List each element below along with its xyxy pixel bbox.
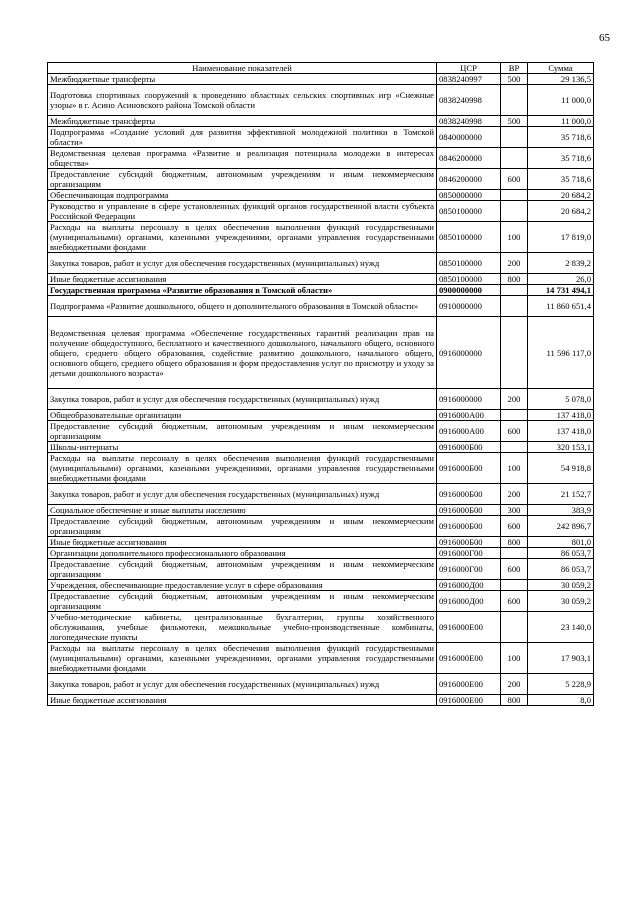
row-name: Организации дополнительного профессионального образования bbox=[48, 548, 437, 559]
row-csr: 0838240998 bbox=[437, 85, 501, 116]
row-name: Предоставление субсидий бюджетным, автономным учреждениям и иным некоммерческим организациям bbox=[48, 516, 437, 537]
row-sum: 137 418,0 bbox=[528, 410, 594, 421]
row-sum: 14 731 494,1 bbox=[528, 285, 594, 296]
table-row bbox=[48, 190, 594, 201]
row-vr: 800 bbox=[501, 537, 528, 548]
row-csr: 0850100000 bbox=[437, 222, 501, 253]
row-csr: 0916000Б00 bbox=[437, 484, 501, 505]
row-sum: 11 596 117,0 bbox=[528, 317, 594, 389]
table-row bbox=[48, 317, 594, 389]
table-row bbox=[48, 389, 594, 410]
row-sum: 11 860 651,4 bbox=[528, 296, 594, 317]
row-vr: 100 bbox=[501, 643, 528, 674]
row-csr: 0900000000 bbox=[437, 285, 501, 296]
table-row bbox=[48, 537, 594, 548]
row-csr: 0916000Е00 bbox=[437, 695, 501, 706]
table-row bbox=[48, 148, 594, 169]
row-vr: 500 bbox=[501, 74, 528, 85]
table-row bbox=[48, 201, 594, 222]
row-csr: 0846200000 bbox=[437, 169, 501, 190]
row-sum: 5 078,0 bbox=[528, 389, 594, 410]
row-csr: 0850100000 bbox=[437, 253, 501, 274]
row-sum: 23 140,0 bbox=[528, 612, 594, 643]
row-name: Межбюджетные трансферты bbox=[48, 116, 437, 127]
row-sum: 86 053,7 bbox=[528, 548, 594, 559]
row-sum: 11 000,0 bbox=[528, 116, 594, 127]
row-sum: 383,9 bbox=[528, 505, 594, 516]
row-csr: 0916000Е00 bbox=[437, 643, 501, 674]
table-header-row bbox=[48, 63, 594, 74]
row-name: Иные бюджетные ассигнования bbox=[48, 537, 437, 548]
table-row bbox=[48, 253, 594, 274]
row-name: Расходы на выплаты персоналу в целях обеспечения выполнения функций государственными (муниципальными) органами, казенными учреждениями, органами управления государственными внебюджетными фондами bbox=[48, 222, 437, 253]
row-sum: 30 059,2 bbox=[528, 580, 594, 591]
row-name: Межбюджетные трансферты bbox=[48, 74, 437, 85]
row-csr: 0916000Е00 bbox=[437, 612, 501, 643]
row-name: Государственная программа «Развитие образования в Томской области» bbox=[48, 285, 437, 296]
row-name: Руководство и управление в сфере установленных функций органов государственной власти субъекта Российской Федерации bbox=[48, 201, 437, 222]
row-name: Подготовка спортивных сооружений к проведению областных сельских спортивных игр «Снежные узоры» в г. Асино Асиновского района Томской области bbox=[48, 85, 437, 116]
row-name: Учреждения, обеспечивающие предоставление услуг в сфере образования bbox=[48, 580, 437, 591]
row-csr: 0916000Б00 bbox=[437, 442, 501, 453]
row-name: Школы-интернаты bbox=[48, 442, 437, 453]
row-vr: 600 bbox=[501, 421, 528, 442]
row-name: Ведомственная целевая программа «Обеспечение государственных гарантий реализации прав на получение общедоступного, бесплатного и качественного дошкольного, начального общего, основного общего, среднего общего образования, содействие развитию дошкольного, начального общего, основного общего, среднего общего образования и форм предоставления услуг по присмотру и уходу за детьми дошкольного возраста» bbox=[48, 317, 437, 389]
row-sum: 11 000,0 bbox=[528, 85, 594, 116]
row-vr: 500 bbox=[501, 116, 528, 127]
row-csr: 0916000Г00 bbox=[437, 548, 501, 559]
row-sum: 242 896,7 bbox=[528, 516, 594, 537]
row-vr: 600 bbox=[501, 516, 528, 537]
row-sum: 29 136,5 bbox=[528, 74, 594, 85]
table-row bbox=[48, 85, 594, 116]
row-csr: 0850100000 bbox=[437, 201, 501, 222]
row-sum: 20 684,2 bbox=[528, 201, 594, 222]
row-sum: 86 053,7 bbox=[528, 559, 594, 580]
table-row bbox=[48, 74, 594, 85]
row-vr bbox=[501, 148, 528, 169]
row-sum: 30 059,2 bbox=[528, 591, 594, 612]
table-row bbox=[48, 516, 594, 537]
table-row bbox=[48, 285, 594, 296]
row-vr bbox=[501, 548, 528, 559]
table-row bbox=[48, 643, 594, 674]
row-vr bbox=[501, 442, 528, 453]
row-name: Обеспечивающая подпрограмма bbox=[48, 190, 437, 201]
row-csr: 0916000Б00 bbox=[437, 516, 501, 537]
table-row bbox=[48, 559, 594, 580]
row-sum: 17 819,0 bbox=[528, 222, 594, 253]
table-row bbox=[48, 695, 594, 706]
table-row bbox=[48, 410, 594, 421]
row-sum: 801,0 bbox=[528, 537, 594, 548]
row-vr bbox=[501, 190, 528, 201]
row-vr bbox=[501, 285, 528, 296]
row-sum: 35 718,6 bbox=[528, 127, 594, 148]
row-sum: 320 153,1 bbox=[528, 442, 594, 453]
table-row bbox=[48, 116, 594, 127]
table-row bbox=[48, 222, 594, 253]
table-row bbox=[48, 274, 594, 285]
row-name: Социальное обеспечение и иные выплаты населению bbox=[48, 505, 437, 516]
row-csr: 0910000000 bbox=[437, 296, 501, 317]
row-name: Предоставление субсидий бюджетным, автономным учреждениям и иным некоммерческим организациям bbox=[48, 591, 437, 612]
table-row bbox=[48, 505, 594, 516]
row-sum: 21 152,7 bbox=[528, 484, 594, 505]
row-name: Иные бюджетные ассигнования bbox=[48, 274, 437, 285]
row-csr: 0838240997 bbox=[437, 74, 501, 85]
row-sum: 20 684,2 bbox=[528, 190, 594, 201]
row-name: Закупка товаров, работ и услуг для обеспечения государственных (муниципальных) нужд bbox=[48, 674, 437, 695]
row-sum: 2 839,2 bbox=[528, 253, 594, 274]
row-name: Закупка товаров, работ и услуг для обеспечения государственных (муниципальных) нужд bbox=[48, 484, 437, 505]
budget-table bbox=[47, 62, 594, 706]
row-name: Предоставление субсидий бюджетным, автономным учреждениям и иным некоммерческим организациям bbox=[48, 421, 437, 442]
row-vr: 200 bbox=[501, 389, 528, 410]
row-name: Предоставление субсидий бюджетным, автономным учреждениям и иным некоммерческим организациям bbox=[48, 559, 437, 580]
table-row bbox=[48, 127, 594, 148]
row-vr bbox=[501, 127, 528, 148]
row-name: Закупка товаров, работ и услуг для обеспечения государственных (муниципальных) нужд bbox=[48, 389, 437, 410]
row-name: Расходы на выплаты персоналу в целях обеспечения выполнения функций государственными (муниципальными) органами, казенными учреждениями, органами управления государственными внебюджетными фондами bbox=[48, 643, 437, 674]
row-csr: 0840000000 bbox=[437, 127, 501, 148]
row-vr bbox=[501, 612, 528, 643]
table-row bbox=[48, 548, 594, 559]
row-sum: 54 918,8 bbox=[528, 453, 594, 484]
row-name: Общеобразовательные организации bbox=[48, 410, 437, 421]
row-vr: 600 bbox=[501, 169, 528, 190]
row-vr: 200 bbox=[501, 674, 528, 695]
row-sum: 137 418,0 bbox=[528, 421, 594, 442]
row-name: Иные бюджетные ассигнования bbox=[48, 695, 437, 706]
row-name: Учебно-методические кабинеты, централизованные бухгалтерии, группы хозяйственного обслуживания, учебные фильмотеки, межшкольные учебно-производственные комбинаты, логопедические пункты bbox=[48, 612, 437, 643]
row-name: Подпрограмма «Создание условий для развития эффективной молодежной политики в Томской области» bbox=[48, 127, 437, 148]
row-name: Ведомственная целевая программа «Развитие и реализация потенциала молодежи в интересах общества» bbox=[48, 148, 437, 169]
table-row bbox=[48, 421, 594, 442]
header-sum: Сумма bbox=[528, 63, 594, 74]
row-sum: 8,0 bbox=[528, 695, 594, 706]
row-csr: 0850100000 bbox=[437, 274, 501, 285]
table-row bbox=[48, 612, 594, 643]
row-csr: 0850000000 bbox=[437, 190, 501, 201]
table-row bbox=[48, 296, 594, 317]
row-sum: 35 718,6 bbox=[528, 148, 594, 169]
row-csr: 0916000А00 bbox=[437, 421, 501, 442]
page-number: 65 bbox=[599, 32, 610, 44]
row-vr bbox=[501, 317, 528, 389]
row-csr: 0916000Е00 bbox=[437, 674, 501, 695]
row-vr: 800 bbox=[501, 695, 528, 706]
table-row bbox=[48, 453, 594, 484]
row-csr: 0916000Б00 bbox=[437, 453, 501, 484]
row-vr: 100 bbox=[501, 453, 528, 484]
row-csr: 0916000Б00 bbox=[437, 537, 501, 548]
row-vr: 600 bbox=[501, 559, 528, 580]
table-row bbox=[48, 674, 594, 695]
row-vr bbox=[501, 85, 528, 116]
row-csr: 0916000Б00 bbox=[437, 505, 501, 516]
table-row bbox=[48, 580, 594, 591]
row-sum: 5 228,9 bbox=[528, 674, 594, 695]
row-vr: 200 bbox=[501, 484, 528, 505]
row-vr: 800 bbox=[501, 274, 528, 285]
row-csr: 0916000Д00 bbox=[437, 591, 501, 612]
table-row bbox=[48, 442, 594, 453]
table-row bbox=[48, 591, 594, 612]
row-vr: 300 bbox=[501, 505, 528, 516]
row-csr: 0916000Г00 bbox=[437, 559, 501, 580]
header-vr: ВР bbox=[501, 63, 528, 74]
row-vr: 200 bbox=[501, 253, 528, 274]
row-name: Расходы на выплаты персоналу в целях обеспечения выполнения функций государственными (муниципальными) органами, казенными учреждениями, органами управления государственными внебюджетными фондами bbox=[48, 453, 437, 484]
row-csr: 0846200000 bbox=[437, 148, 501, 169]
row-csr: 0916000Д00 bbox=[437, 580, 501, 591]
row-sum: 35 718,6 bbox=[528, 169, 594, 190]
row-sum: 17 903,1 bbox=[528, 643, 594, 674]
row-csr: 0916000000 bbox=[437, 389, 501, 410]
row-csr: 0916000000 bbox=[437, 317, 501, 389]
row-vr bbox=[501, 410, 528, 421]
header-name: Наименование показателей bbox=[48, 63, 437, 74]
row-name: Подпрограмма «Развитие дошкольного, общего и дополнительного образования в Томской области» bbox=[48, 296, 437, 317]
row-vr bbox=[501, 201, 528, 222]
row-csr: 0838240998 bbox=[437, 116, 501, 127]
row-vr: 600 bbox=[501, 591, 528, 612]
row-vr: 100 bbox=[501, 222, 528, 253]
row-vr bbox=[501, 296, 528, 317]
table-row bbox=[48, 484, 594, 505]
row-vr bbox=[501, 580, 528, 591]
row-sum: 26,0 bbox=[528, 274, 594, 285]
row-csr: 0916000А00 bbox=[437, 410, 501, 421]
row-name: Закупка товаров, работ и услуг для обеспечения государственных (муниципальных) нужд bbox=[48, 253, 437, 274]
table-row bbox=[48, 169, 594, 190]
row-name: Предоставление субсидий бюджетным, автономным учреждениям и иным некоммерческим организациям bbox=[48, 169, 437, 190]
header-csr: ЦСР bbox=[437, 63, 501, 74]
